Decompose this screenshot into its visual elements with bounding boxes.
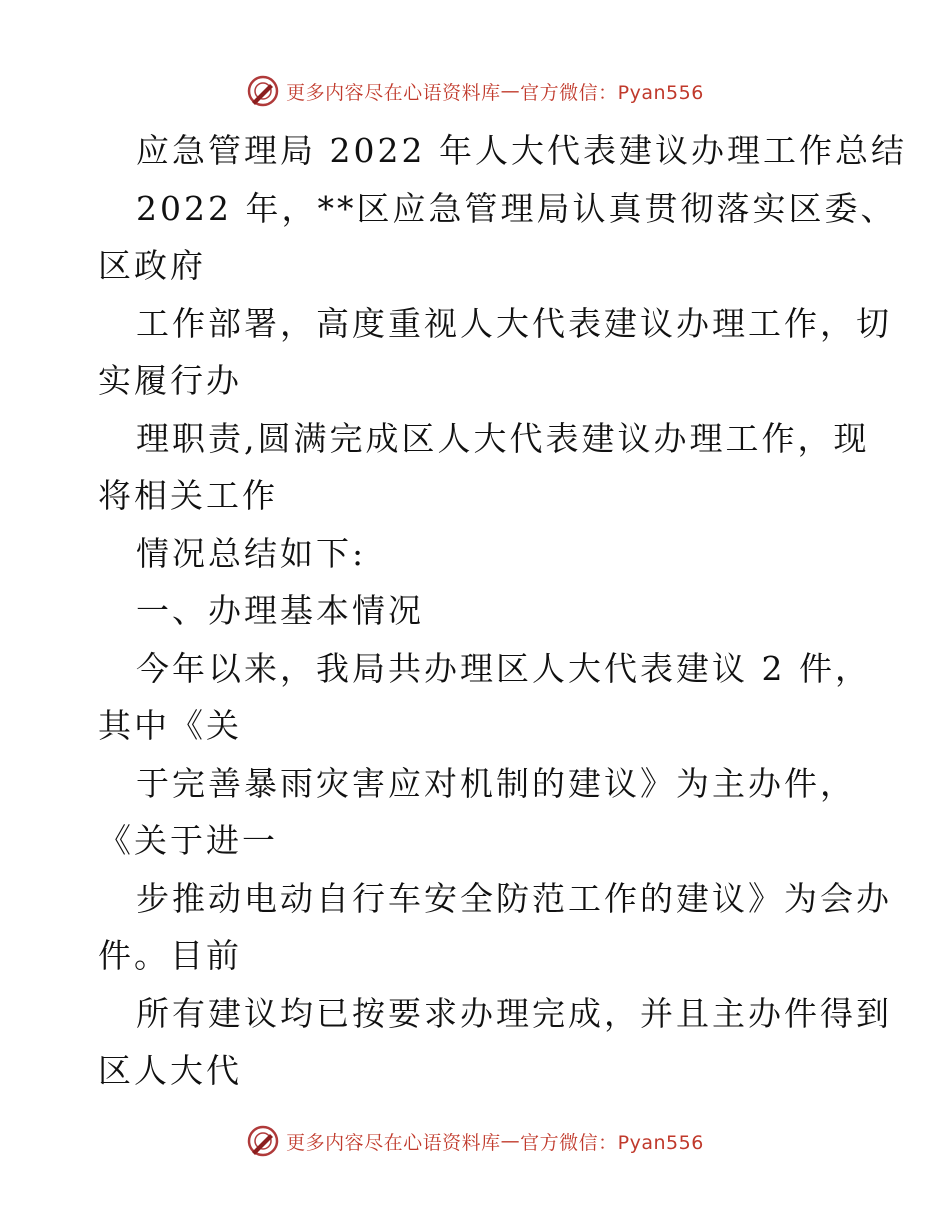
document-body [98, 122, 907, 1100]
document-title: 应急管理局 2022 年人大代表建议办理工作总结 [136, 131, 907, 170]
section-heading: 一、办理基本情况 [136, 591, 424, 630]
watermark-account: 官方微信：Pyan556 [520, 81, 704, 104]
text-line: 所有建议均已按要求办理完成，并且主办件得到 [136, 993, 892, 1033]
text-line: 工作部署，高度重视人大代表建议办理工作，切 [136, 303, 892, 343]
text-line: 今年以来，我局共办理区人大代表建议 2 件， [136, 648, 871, 688]
text-line: 2022 年，**区应急管理局认真贯彻落实区委、 [136, 188, 897, 228]
text-line: 《关于进一 [98, 821, 278, 860]
watermark-separator: — [500, 80, 521, 102]
text-line: 区人大代 [98, 1051, 242, 1090]
text-line: 件。目前 [98, 936, 242, 975]
watermark-footer [0, 1124, 950, 1158]
watermark-label: 更多内容尽在心语资料库 [286, 1131, 501, 1154]
pen-logo-icon [246, 74, 280, 108]
text-line: 步推动电动自行车安全防范工作的建议》为会办 [136, 878, 892, 918]
text-line: 实履行办 [98, 361, 242, 400]
text-line: 情况总结如下: [136, 533, 367, 573]
text-line: 将相关工作 [98, 476, 278, 515]
text-line: 其中《关 [98, 706, 242, 745]
watermark-separator: — [500, 1130, 521, 1152]
watermark-account: 官方微信：Pyan556 [520, 1131, 704, 1154]
text-line: 于完善暴雨灾害应对机制的建议》为主办件， [136, 763, 856, 803]
text-line: 理职责,圆满完成区人大代表建议办理工作，现 [136, 418, 870, 458]
pen-logo-icon [246, 1124, 280, 1158]
text-line: 区政府 [98, 246, 206, 285]
watermark-header [0, 74, 950, 108]
watermark-label: 更多内容尽在心语资料库 [286, 81, 501, 104]
